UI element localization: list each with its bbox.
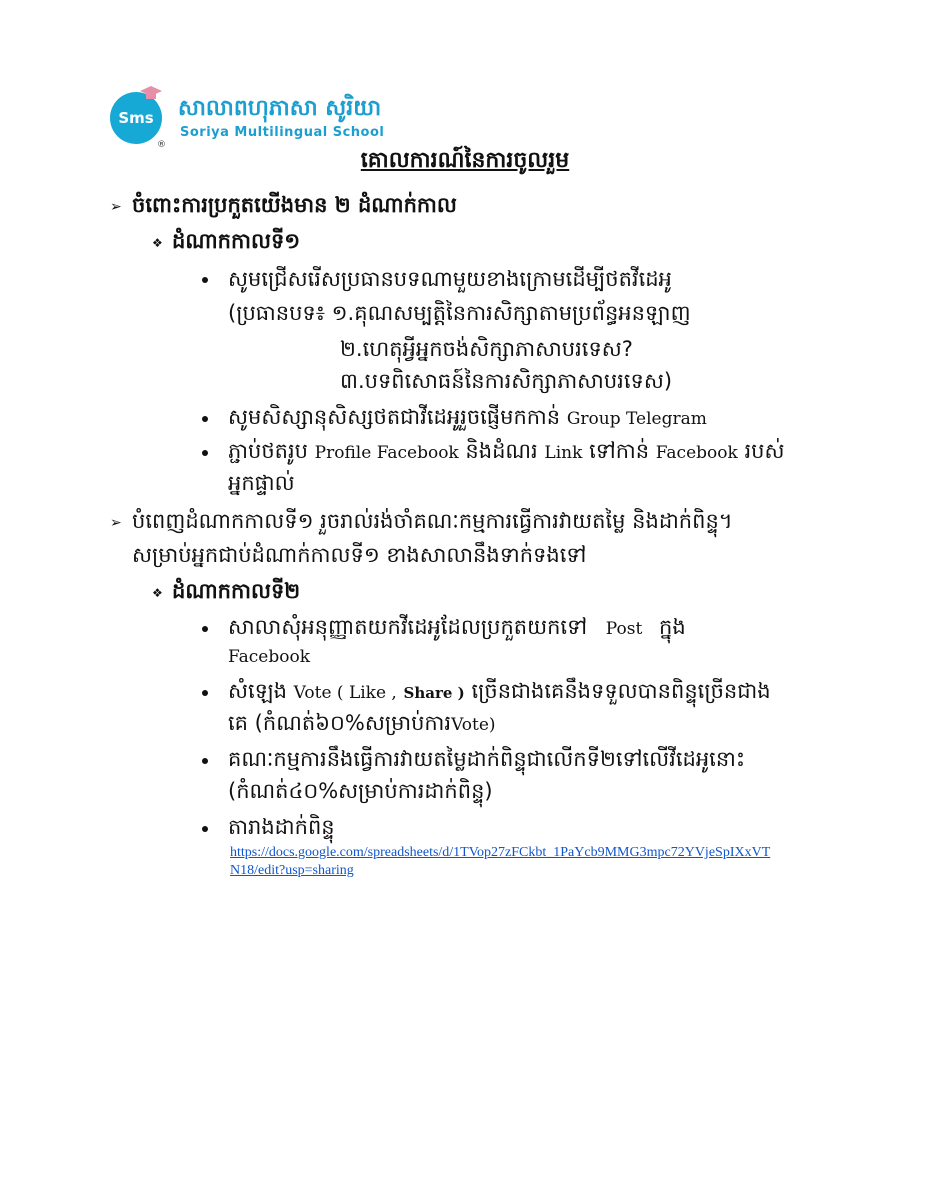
page-title: គោលការណ៍នៃការចូលរួម bbox=[360, 148, 570, 173]
item-text-latin: Post bbox=[605, 619, 643, 639]
phase1-item-line: ២.ហេតុអ្វីអ្នកចង់សិក្សាភាសាបរទេស? bbox=[340, 337, 633, 361]
arrow-bullet-icon: ➢ bbox=[110, 199, 122, 215]
item-text: ភ្ជាប់ថតរូប bbox=[228, 439, 308, 463]
section-heading: ចំពោះការប្រកួតយើងមាន ២ ដំណាក់កាល bbox=[132, 193, 457, 217]
diamond-bullet-icon: ❖ bbox=[152, 236, 163, 250]
bullet-dot-icon bbox=[202, 277, 208, 283]
phase1-item-line: សូមជ្រើសរើសប្រធានបទណាមួយខាងក្រោមដើម្បីថតវីដេអូ bbox=[228, 267, 672, 291]
phase2-heading: ដំណាកកាលទី២ bbox=[172, 579, 301, 603]
phase2-item-line bbox=[228, 676, 771, 708]
item-text-latin: Link bbox=[544, 443, 583, 463]
phase2-item-line: Facebook bbox=[228, 647, 311, 667]
spreadsheet-link[interactable]: https://docs.google.com/spreadsheets/d/1TVop27zFCkbt_1PaYcb9MMG3mpc72YVjeSpIXxVT bbox=[230, 845, 771, 860]
item-text: ច្រើនជាងគេនឹងទទួលបានពិន្ទុច្រើនជាង bbox=[471, 679, 771, 703]
logo-text: Sms bbox=[118, 109, 154, 127]
phase2-item-line: គណៈកម្មការនឹងធ្វើការវាយតម្លៃដាក់ពិន្ទុជាលើកទី២ទៅលើវីដេអូនោះ bbox=[228, 747, 746, 771]
bullet-dot-icon bbox=[202, 758, 208, 764]
item-text-latin: Group Telegram bbox=[566, 409, 707, 429]
bullet-dot-icon bbox=[202, 626, 208, 632]
school-name-khmer: សាលាពហុភាសា សូរិយា bbox=[178, 96, 382, 121]
spreadsheet-link[interactable]: N18/edit?usp=sharing bbox=[230, 863, 354, 878]
school-name-english: Soriya Multilingual School bbox=[180, 125, 385, 140]
bullet-dot-icon bbox=[202, 690, 208, 696]
item-text: សូមសិស្សានុសិស្សថតជាវីដេអូរួចផ្ញើមកកាន់ bbox=[228, 405, 561, 429]
phase2-item-line: តារាងដាក់ពិន្ទុ bbox=[228, 815, 335, 839]
item-text-latin: Vote) bbox=[451, 715, 496, 735]
item-text-latin: Vote ( Like , bbox=[293, 683, 397, 703]
bullet-dot-icon bbox=[202, 826, 208, 832]
section-paragraph: សម្រាប់អ្នកជាប់ដំណាក់កាលទី១ ខាងសាលានឹងទាក់ទងទៅ bbox=[132, 543, 587, 567]
phase1-item-line: (ប្រធានបទ៖ ១.គុណសម្បត្តិនៃការសិក្សាតាមប្រព័ន្ធអនឡាញ bbox=[228, 301, 691, 325]
item-text: របស់ bbox=[744, 439, 785, 463]
item-text: សាលាសុំអនុញ្ញាតយកវីដេអូដែលប្រកួតយកទៅ bbox=[228, 615, 588, 639]
phase1-item-line bbox=[228, 402, 707, 434]
item-text-latin: Share ) bbox=[403, 684, 465, 702]
diamond-bullet-icon: ❖ bbox=[152, 586, 163, 600]
phase2-item-line bbox=[228, 612, 686, 644]
item-text: ក្នុង bbox=[659, 615, 686, 639]
bullet-dot-icon bbox=[202, 450, 208, 456]
phase2-item-line: (កំណត់៤០%សម្រាប់ការដាក់ពិន្ទុ) bbox=[228, 779, 493, 803]
graduation-cap-icon bbox=[140, 86, 162, 100]
item-text-latin: Facebook bbox=[655, 443, 738, 463]
section-paragraph: បំពេញដំណាកកាលទី១ រួចរាល់រង់ចាំគណៈកម្មការធ្វើការវាយតម្លៃ និងដាក់ពិន្ទុ។ bbox=[132, 509, 733, 533]
registered-mark: ® bbox=[157, 140, 166, 150]
item-text: គេ (កំណត់៦០%សម្រាប់ការ bbox=[228, 711, 452, 735]
phase1-item-line: អ្នកផ្ទាល់ bbox=[228, 471, 295, 495]
phase1-item-line bbox=[228, 436, 784, 468]
phase1-item-line: ៣.បទពិសោធន៍នៃការសិក្សាភាសាបរទេស) bbox=[340, 369, 673, 393]
arrow-bullet-icon: ➢ bbox=[110, 515, 122, 531]
phase1-heading: ដំណាកកាលទី១ bbox=[172, 229, 301, 253]
bullet-dot-icon bbox=[202, 416, 208, 422]
item-text-latin: Profile Facebook bbox=[314, 443, 459, 463]
item-text: ទៅកាន់ bbox=[589, 439, 650, 463]
item-text: សំឡេង bbox=[228, 679, 287, 703]
item-text: និងដំណរ bbox=[465, 439, 538, 463]
phase2-item-line bbox=[228, 708, 496, 740]
